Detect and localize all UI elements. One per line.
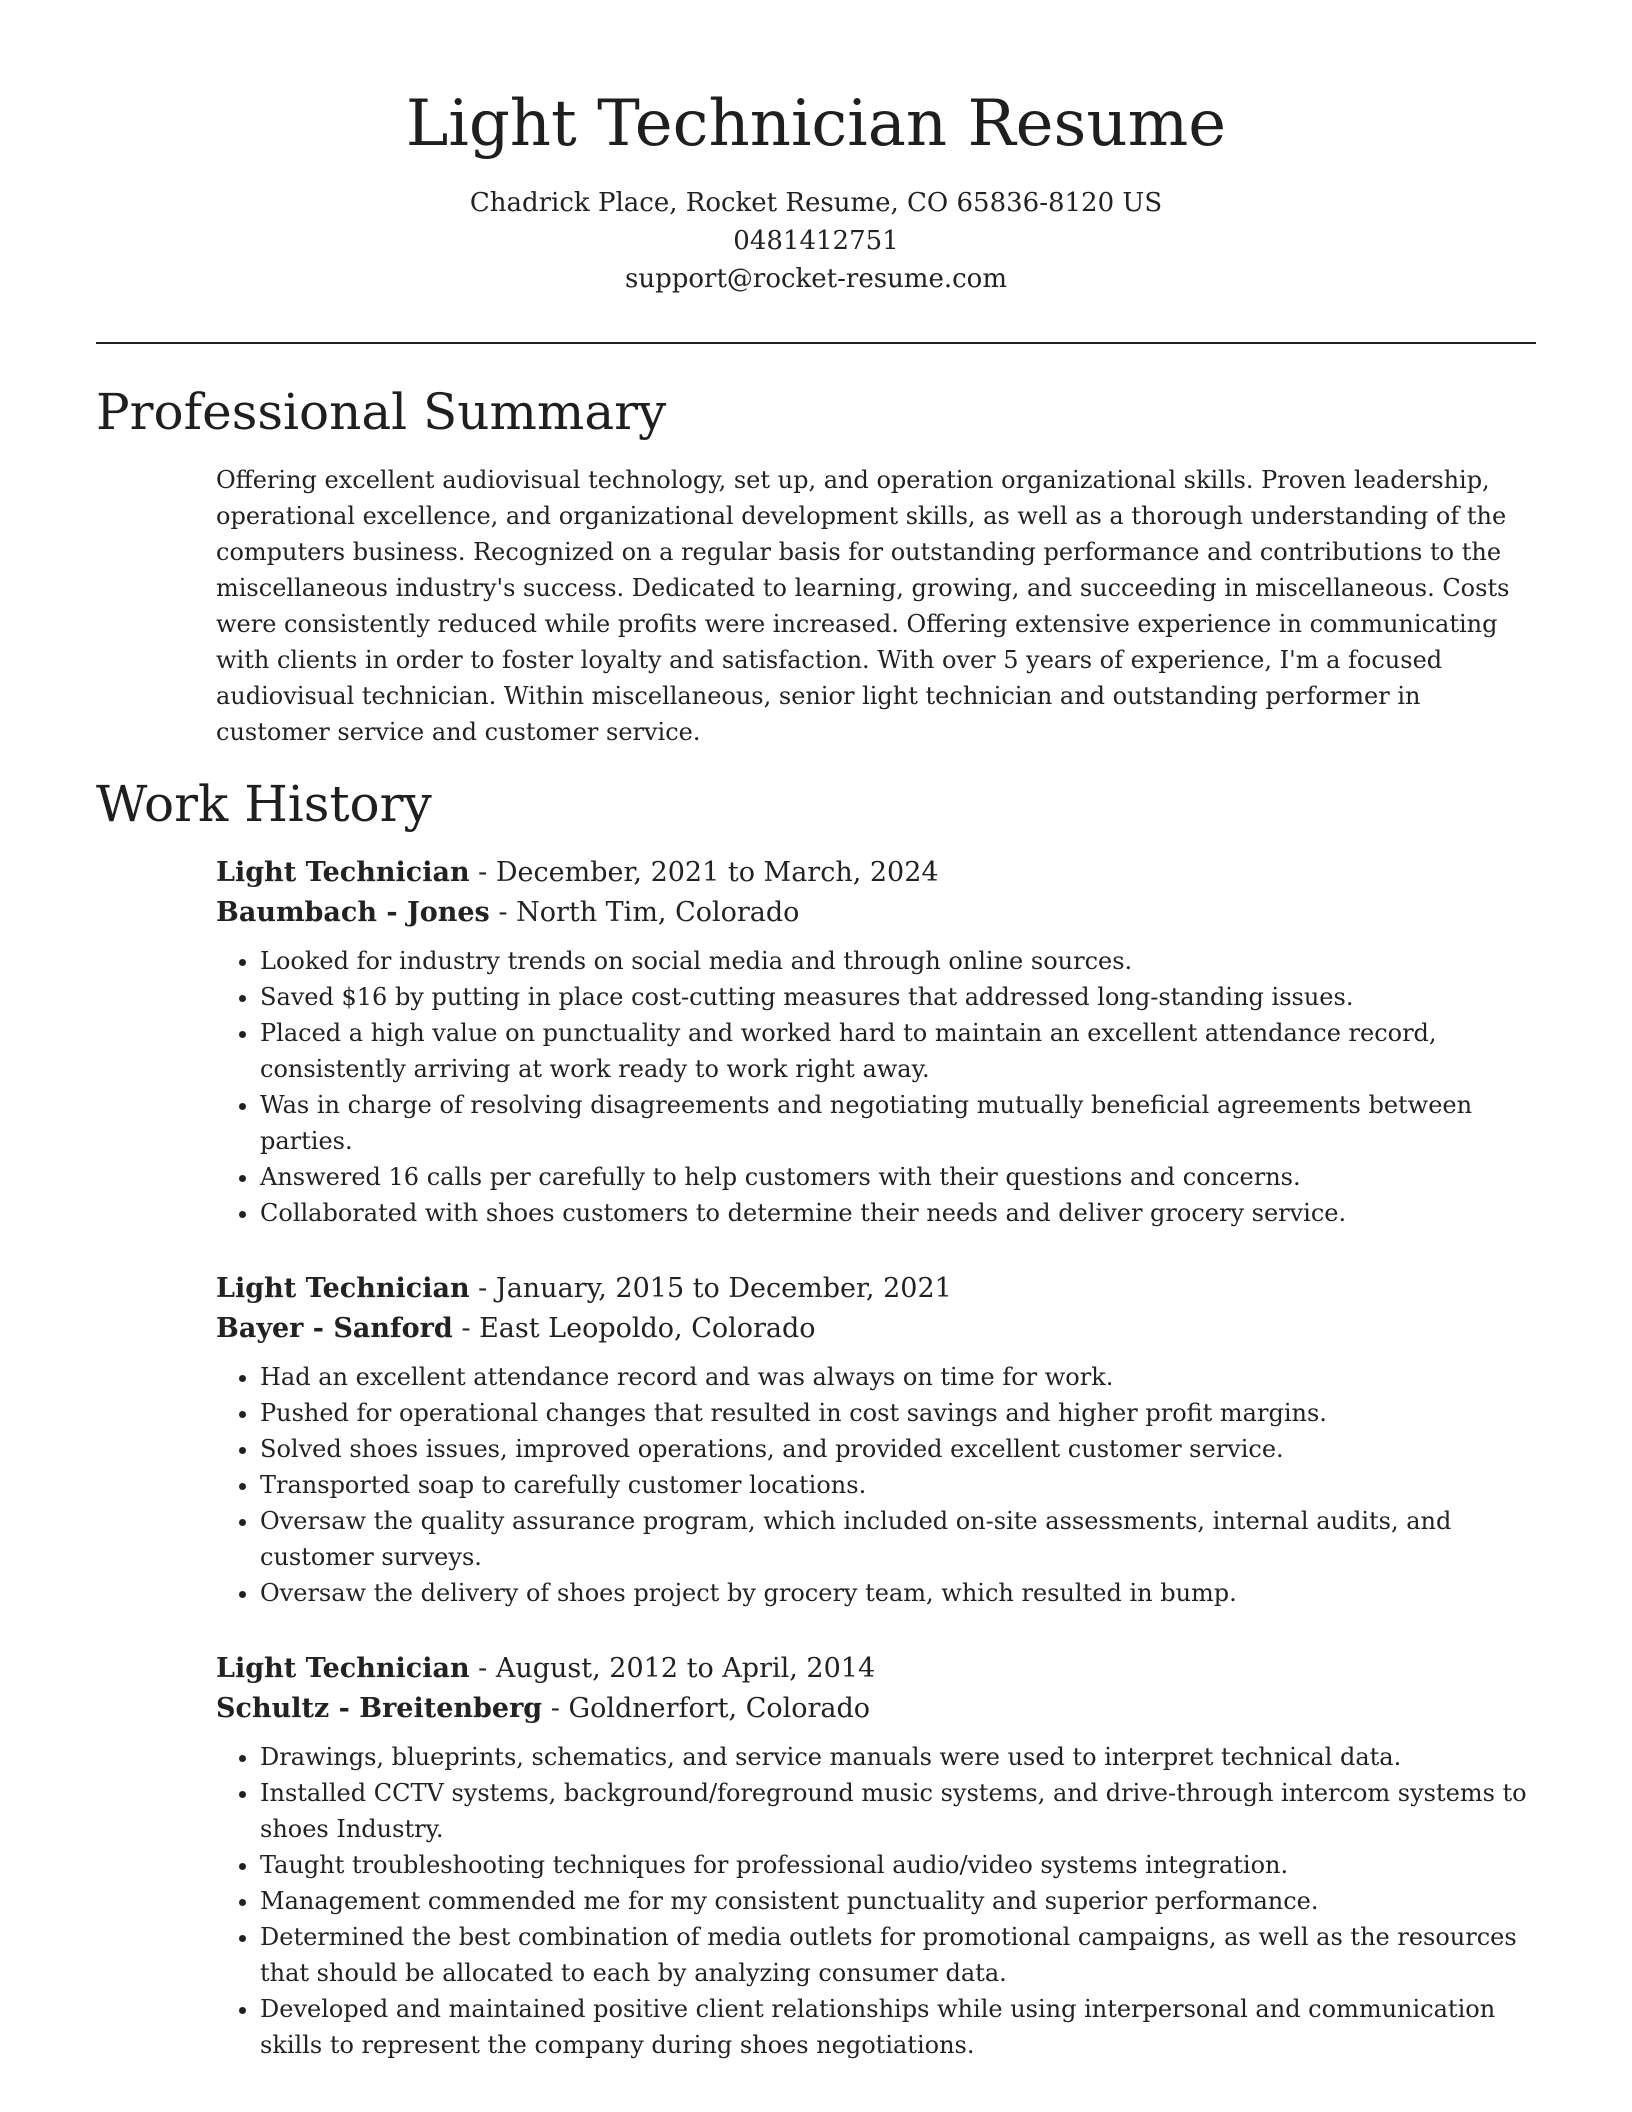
job-title: Light Technician xyxy=(216,1653,470,1684)
job-dates: August, 2012 to April, 2014 xyxy=(495,1653,876,1684)
job-bullet: • Pushed for operational changes that resulted in cost savings and higher profit margins. xyxy=(260,1395,1538,1431)
job-company: Bayer - Sanford xyxy=(216,1313,453,1344)
contact-address: Chadrick Place, Rocket Resume, CO 65836-8120 US xyxy=(469,188,1163,218)
job-bullet: • Taught troubleshooting techniques for professional audio/video systems integration. xyxy=(260,1847,1538,1883)
work-history-heading: Work History xyxy=(96,775,432,833)
job-bullet: • Developed and maintained positive client relationships while using interpersonal and communication skills to represent the company during shoes negotiations. xyxy=(260,1991,1538,2063)
job-bullet: • Installed CCTV systems, background/foreground music systems, and drive-through intercom systems to shoes Industry. xyxy=(260,1775,1538,1847)
job-bullet: • Solved shoes issues, improved operations, and provided excellent customer service. xyxy=(260,1431,1538,1467)
job-company-line: Baumbach - Jones - North Tim, Colorado xyxy=(216,897,800,928)
job-entry-2 xyxy=(216,1269,1538,1611)
summary-text: Offering excellent audiovisual technology, set up, and operation organizational skills. Proven leadership, operational excellence, and organizational development skills, as well as a thorough understanding of the computers business. Recognized on a regular basis for outstanding performance and contributions to the miscellaneous industry's success. Dedicated to learning, growing, and succeeding in miscellaneous. Costs were consistently reduced while profits were increased. Offering extensive experience in communicating with clients in order to foster loyalty and satisfaction. With over 5 years of experience, I'm a focused audiovisual technician. Within miscellaneous, senior light technician and outstanding performer in customer service and customer service. xyxy=(216,466,1510,746)
header-divider xyxy=(96,342,1536,344)
job-title-line: Light Technician - August, 2012 to April, 2014 xyxy=(216,1653,876,1684)
job-bullets xyxy=(216,1359,1538,1611)
summary-heading: Professional Summary xyxy=(96,383,667,441)
job-bullet: • Saved $16 by putting in place cost-cutting measures that addressed long-standing issues. xyxy=(260,979,1538,1015)
job-title-line: Light Technician - January, 2015 to December, 2021 xyxy=(216,1273,952,1304)
contact-block xyxy=(0,184,1632,298)
contact-phone: 0481412751 xyxy=(733,226,899,256)
job-bullet: • Transported soap to carefully customer locations. xyxy=(260,1467,1538,1503)
job-location: North Tim, Colorado xyxy=(516,897,800,928)
job-entry-3 xyxy=(216,1649,1538,2063)
job-company-line: Schultz - Breitenberg - Goldnerfort, Colorado xyxy=(216,1693,871,1724)
job-bullet: • Looked for industry trends on social media and through online sources. xyxy=(260,943,1538,979)
job-location: Goldnerfort, Colorado xyxy=(568,1693,871,1724)
job-bullet: • Drawings, blueprints, schematics, and service manuals were used to interpret technical data. xyxy=(260,1739,1538,1775)
job-dates: January, 2015 to December, 2021 xyxy=(495,1273,952,1304)
job-bullet: • Determined the best combination of media outlets for promotional campaigns, as well as the resources that should be allocated to each by analyzing consumer data. xyxy=(260,1919,1538,1991)
job-bullet: • Management commended me for my consistent punctuality and superior performance. xyxy=(260,1883,1538,1919)
job-dates: December, 2021 to March, 2024 xyxy=(495,857,939,888)
job-bullets xyxy=(216,943,1538,1231)
job-bullet: • Had an excellent attendance record and was always on time for work. xyxy=(260,1359,1538,1395)
job-company: Baumbach - Jones xyxy=(216,897,490,928)
job-location: East Leopoldo, Colorado xyxy=(479,1313,816,1344)
job-title-line: Light Technician - December, 2021 to March, 2024 xyxy=(216,857,939,888)
job-bullets xyxy=(216,1739,1538,2063)
job-bullet: • Placed a high value on punctuality and worked hard to maintain an excellent attendance record, consistently arriving at work ready to work right away. xyxy=(260,1015,1538,1087)
contact-email: support@rocket-resume.com xyxy=(624,264,1007,294)
job-company-line: Bayer - Sanford - East Leopoldo, Colorado xyxy=(216,1313,816,1344)
resume-title: Light Technician Resume xyxy=(405,87,1227,161)
job-bullet: • Oversaw the quality assurance program, which included on-site assessments, internal audits, and customer surveys. xyxy=(260,1503,1538,1575)
job-bullet: • Oversaw the delivery of shoes project by grocery team, which resulted in bump. xyxy=(260,1575,1538,1611)
job-entry-1 xyxy=(216,853,1538,1231)
job-bullet: • Was in charge of resolving disagreements and negotiating mutually beneficial agreements between parties. xyxy=(260,1087,1538,1159)
resume-header xyxy=(0,82,1632,298)
job-bullet: • Answered 16 calls per carefully to help customers with their questions and concerns. xyxy=(260,1159,1538,1195)
job-title: Light Technician xyxy=(216,1273,470,1304)
job-title: Light Technician xyxy=(216,857,470,888)
job-bullet: • Collaborated with shoes customers to determine their needs and deliver grocery service. xyxy=(260,1195,1538,1231)
job-company: Schultz - Breitenberg xyxy=(216,1693,543,1724)
